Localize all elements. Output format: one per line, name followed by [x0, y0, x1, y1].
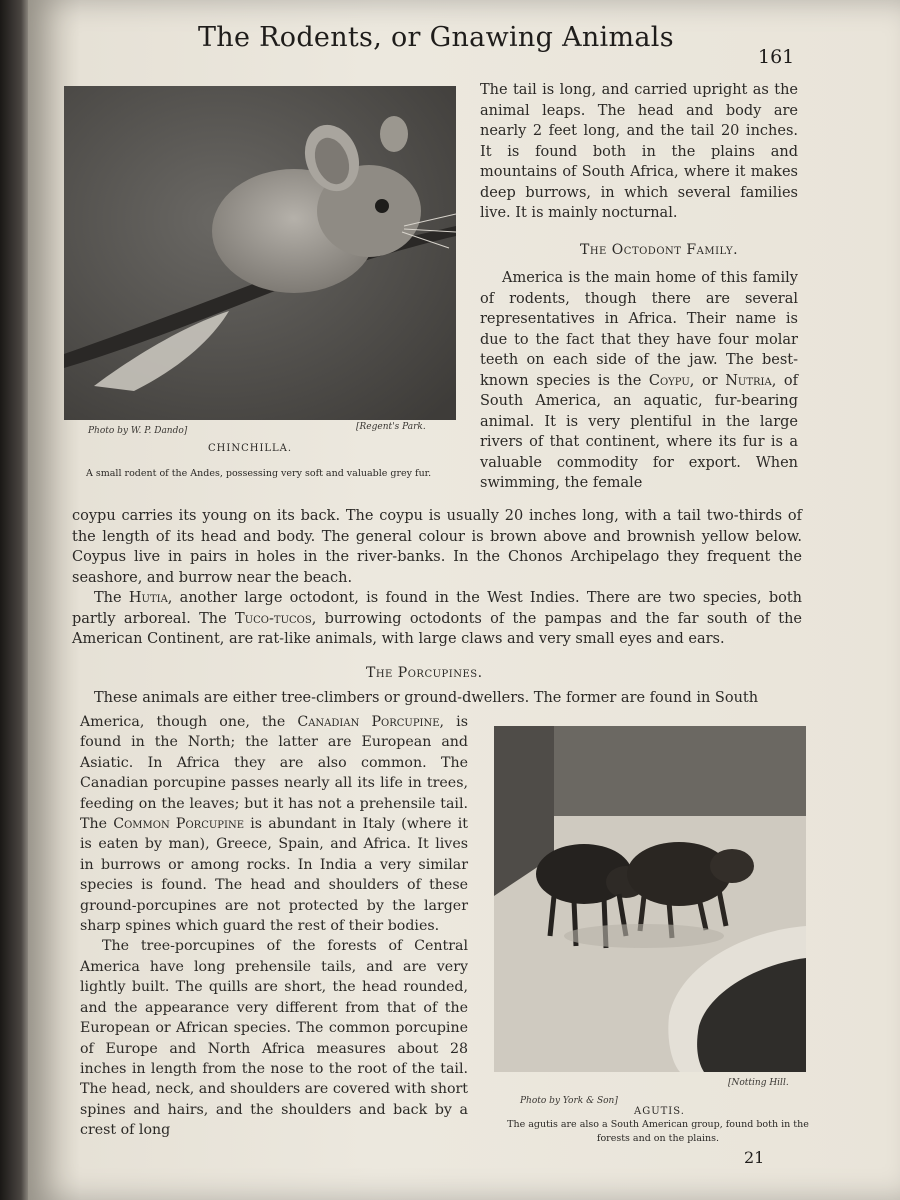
book-spine-shadow	[0, 0, 30, 1200]
porcupine-paragraph-2: The tree-porcupines of the forests of Central America have long prehensile tails, and are very lightly built. The quills are short, the head rounded, and the appearance very different from that of the European or African species. The common porcupine of Europe and North Africa measures about 28 inches in length from the nose to the root of the tail. The head, neck, and shoulders are covered with short spines and hairs, and the shoulders and back by a crest of long	[80, 938, 468, 1139]
agutis-caption-title: AGUTIS.	[634, 1106, 685, 1117]
common-porcupine-name: Common Porcupine	[113, 816, 245, 833]
book-page	[28, 0, 900, 1200]
agutis-photo-credit: Photo by York & Son]	[520, 1096, 618, 1106]
porcupines-heading: The Porcupines.	[366, 665, 483, 681]
octodont-intro-text: America is the main home of this family of rodents, though there are several representatives in Africa. Their name is due to the fact that they have four molar teeth on each side of the jaw. The best-known species is the	[480, 270, 798, 389]
hutia-mid-text: , another large octodont, is found in the West Indies. There are two species, both partly arboreal. The	[72, 590, 802, 627]
coypu-continued-paragraph: coypu carries its young on its back. The coypu is usually 20 inches long, with a tail two-thirds of the length of its head and body. The general colour is brown above and brownish yellow below. Coypus live in pairs in holes in the river-banks. In the Chonos Archipelago they frequent the seashore, and burrow near the beach.	[72, 508, 802, 586]
tucotuco-name: Tuco-tucos	[235, 610, 312, 627]
chinchilla-caption-description: A small rodent of the Andes, possessing very soft and valuable grey fur.	[86, 468, 432, 479]
agutis-illustration	[494, 726, 806, 1072]
chinchilla-caption-title: CHINCHILLA.	[208, 443, 293, 454]
hutia-post-text: , burrowing octodonts of the pampas and the far south of the American Continent, are rat-like animals, with large claws and very small eyes and ears.	[72, 610, 803, 647]
agutis-photo-location: [Notting Hill.	[728, 1078, 789, 1088]
chinchilla-photo	[64, 86, 456, 420]
porcupines-intro: These animals are either tree-climbers or ground-dwellers. The former are found in South	[94, 690, 759, 706]
nutria-name: Nutria	[725, 372, 772, 389]
right-column-top-paragraph	[480, 80, 798, 224]
hutia-paragraph	[72, 588, 802, 650]
page-number: 161	[758, 46, 795, 68]
octodont-heading: The Octodont Family.	[580, 242, 739, 258]
page-title: The Rodents, or Gnawing Animals	[198, 22, 674, 53]
full-width-text-block	[72, 506, 802, 650]
chinchilla-photo-credit: Photo by W. P. Dando]	[88, 426, 188, 436]
chinchilla-illustration	[64, 86, 456, 420]
octodont-paragraph	[480, 268, 798, 494]
hutia-name: Hutia	[128, 590, 168, 606]
coypu-name: Coypu	[648, 372, 690, 389]
canadian-porcupine-name: Canadian Porcupine	[297, 714, 440, 730]
coypu-or-text: , or	[689, 372, 718, 389]
plate-number: 21	[744, 1148, 765, 1167]
porcupine-paragraph-1: America, though one, the Canadian Porcupine, is found in the North; the latter are European and Asiatic. In Africa they are also common. The Canadian porcupine passes nearly all its life in trees, feeding on the leaves; but it has not a prehensile tail. The Common Porcupine is abundant in Italy (where it is eaten by man), Greece, Spain, and Africa. It lives in burrows or among rocks. In India a very similar species is found. The head and shoulders of these ground-porcupines are not protected by the larger sharp spines which guard the rest of their bodies.	[80, 714, 469, 935]
octodont-rest-text: , of South America, an aquatic, fur-bearing animal. It is very plentiful in the large rivers of that continent, where its fur is a valuable commodity for export. When swimming, the female	[480, 372, 798, 491]
agutis-caption-description: The agutis are also a South American group, found both in the forests and on the plains.	[507, 1119, 809, 1144]
chinchilla-photo-location: [Regent's Park.	[356, 422, 426, 432]
tail-paragraph: The tail is long, and carried upright as the animal leaps. The head and body are nearly 2 feet long, and the tail 20 inches. It is found both in the plains and mountains of South Africa, where it makes deep burrows, in which several families live. It is mainly nocturnal.	[480, 82, 798, 221]
agutis-photo	[494, 726, 806, 1072]
porcupines-left-column	[80, 712, 468, 1141]
hutia-pre-text: The	[94, 590, 122, 606]
